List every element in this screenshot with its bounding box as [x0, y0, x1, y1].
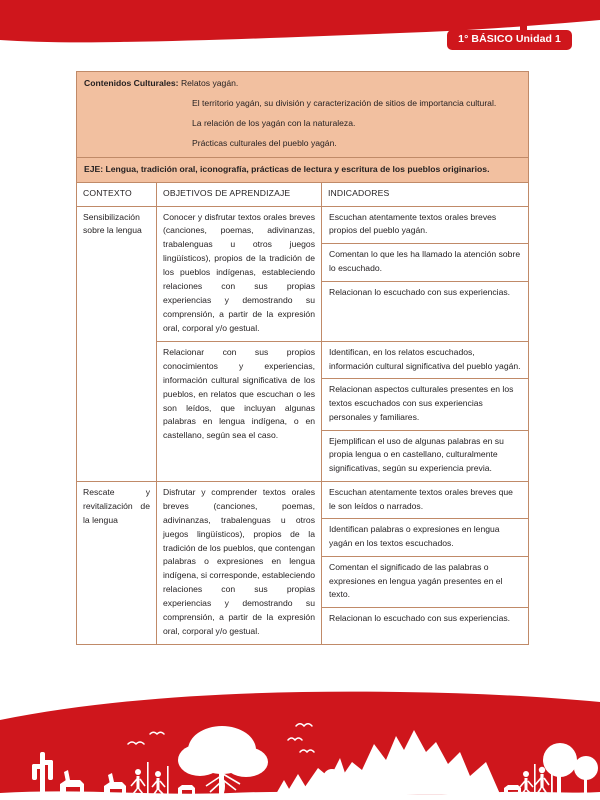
- indicador-text: Comentan el significado de las palabras o expresiones en lengua yagán presentes en el texto.: [322, 556, 528, 607]
- contexto-cell: Sensibilización sobre la lengua: [77, 206, 157, 481]
- indicadores-list: [322, 207, 528, 305]
- table-row: [77, 481, 529, 644]
- contenidos-line-1: El territorio yagán, su división y caracterización de sitios de importancia cultural.: [192, 97, 497, 108]
- planning-table: [76, 71, 529, 645]
- column-header-contexto: CONTEXTO: [77, 182, 157, 206]
- indicador-text: Ejemplifican el uso de algunas palabras en su propia lengua o en castellano, culturalmente significativas, según su experiencia previa.: [329, 435, 504, 474]
- list-item: [322, 342, 528, 379]
- indicador-text: Comentan lo que les ha llamado la atención sobre lo escuchado.: [322, 244, 528, 282]
- indicador-text: Identifican palabras o expresiones en lengua yagán en los textos escuchados.: [322, 519, 528, 557]
- contexto-cell: Rescate y revitalización de la lengua: [77, 481, 157, 644]
- objetivo-cell: Relacionar con sus propios conocimientos y experiencias, información cultural significativa de los pueblos, en relatos que escuchan o les son leídos, que incluyan algunas palabras en lengua indígena, o en castellano, según sea el caso.: [157, 341, 322, 481]
- table-row: [77, 206, 529, 341]
- list-item: [322, 556, 528, 607]
- list-item: [322, 244, 528, 282]
- content-sheet: [76, 71, 528, 645]
- page-footer-band: [0, 690, 600, 800]
- indicadores-cell: [322, 341, 529, 481]
- objetivo-cell: Conocer y disfrutar textos orales breves (canciones, poemas, adivinanzas, trabalenguas u otros juegos lingüísticos), propios de la tradición de los pueblos indígenas, estableciendo relaciones con sus propias experiencias y demostrando su comprensión, a partir de la expresión oral, corporal y/o gestual.: [157, 206, 322, 341]
- list-item: [322, 281, 528, 304]
- objetivo-cell: Disfrutar y comprender textos orales breves (canciones, poemas, adivinanzas, trabalenguas u otros juegos lingüísticos), propios de la tradición de los pueblos, que contengan palabras o expresiones en lengua indígena, si corresponde, estableciendo relaciones con sus propias experiencias y demostrando su comprensión, a partir de la expresión oral, corporal y/o gestual.: [157, 481, 322, 644]
- indicador-text: Escuchan atentamente textos orales breves propios del pueblo yagán.: [322, 207, 528, 244]
- column-header-indicadores: INDICADORES: [322, 182, 529, 206]
- indicador-text: Relacionan lo escuchado con sus experiencias.: [329, 613, 511, 624]
- indicadores-cell: [322, 481, 529, 644]
- eje-row: [77, 157, 529, 182]
- contenidos-line-3: Prácticas culturales del pueblo yagán.: [192, 137, 337, 148]
- list-item: [322, 519, 528, 557]
- indicador-text: Identifican, en los relatos escuchados, información cultural significativa del pueblo yagán.: [322, 342, 528, 379]
- contenidos-line-2: La relación de los yagán con la naturaleza.: [192, 117, 356, 128]
- landscape-silhouette-icon: [0, 690, 600, 800]
- list-item: [322, 482, 528, 519]
- list-item: [322, 608, 528, 631]
- indicador-text: Escuchan atentamente textos orales breves que le son leídos o narrados.: [322, 482, 528, 519]
- indicador-text: Relacionan aspectos culturales presentes en los textos escuchados con sus experiencias personales y familiares.: [322, 379, 528, 430]
- contenidos-label: Contenidos Culturales:: [84, 78, 179, 88]
- unit-badge: 1° BÁSICO Unidad 1: [447, 30, 572, 50]
- eje-cell: EJE: Lengua, tradición oral, iconografía, prácticas de lectura y escritura de los pueblos originarios.: [77, 157, 529, 182]
- indicadores-cell: [322, 206, 529, 341]
- column-header-objetivos: OBJETIVOS DE APRENDIZAJE: [157, 182, 322, 206]
- indicador-text: Relacionan lo escuchado con sus experiencias.: [329, 286, 511, 297]
- contenidos-value: Relatos yagán.: [180, 78, 239, 88]
- indicadores-list: [322, 482, 528, 631]
- indicadores-list: [322, 342, 528, 481]
- list-item: [322, 379, 528, 430]
- contenidos-culturales-row: [77, 72, 529, 158]
- list-item: [322, 207, 528, 244]
- contenidos-culturales-cell: [77, 72, 529, 158]
- list-item: [322, 430, 528, 481]
- table-header-row: [77, 182, 529, 206]
